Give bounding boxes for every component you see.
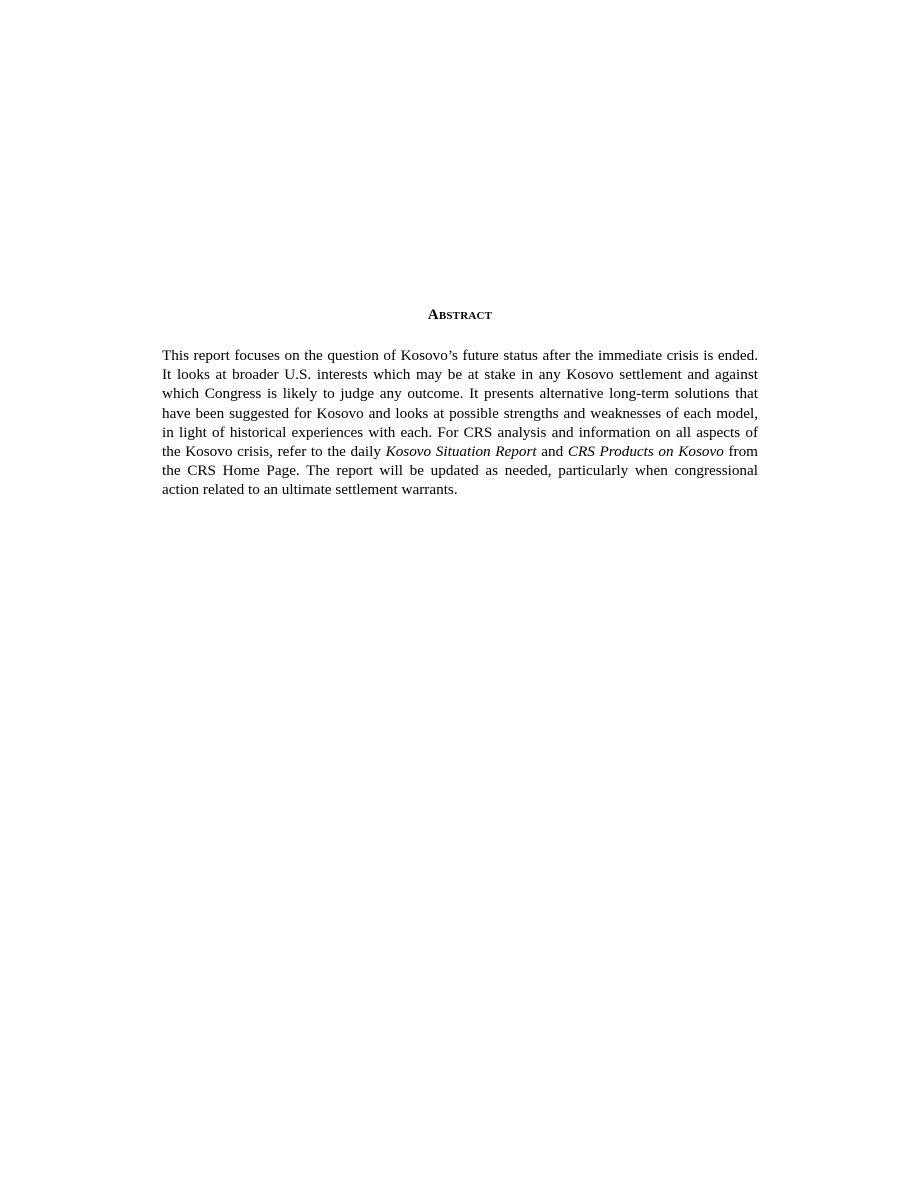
- kosovo-situation-report-title: Kosovo Situation Report: [385, 443, 537, 461]
- abstract-text-part-3: from the CRS Home Page. The report will be updated as needed, particularly when congressional action related to an ultimate settlement warrants.: [162, 443, 758, 499]
- abstract-text-part-2: and: [536, 443, 568, 461]
- abstract-text-part-1: This report focuses on the question of Kosovo’s future status after the immediate crisis is ended. It looks at broader U.S. interests which may be at stake in any Kosovo settlement and against which Congress is likely to judge any outcome. It presents alternative long-term solutions that have been suggested for Kosovo and looks at possible strengths and weaknesses of each model, in light of historical experiences with each. For CRS analysis and information on all aspects of the Kosovo crisis, refer to the daily: [162, 347, 758, 461]
- abstract-paragraph: [162, 346, 758, 500]
- abstract-heading: Abstract: [427, 307, 493, 323]
- crs-products-on-kosovo-title: CRS Products on Kosovo: [567, 443, 724, 461]
